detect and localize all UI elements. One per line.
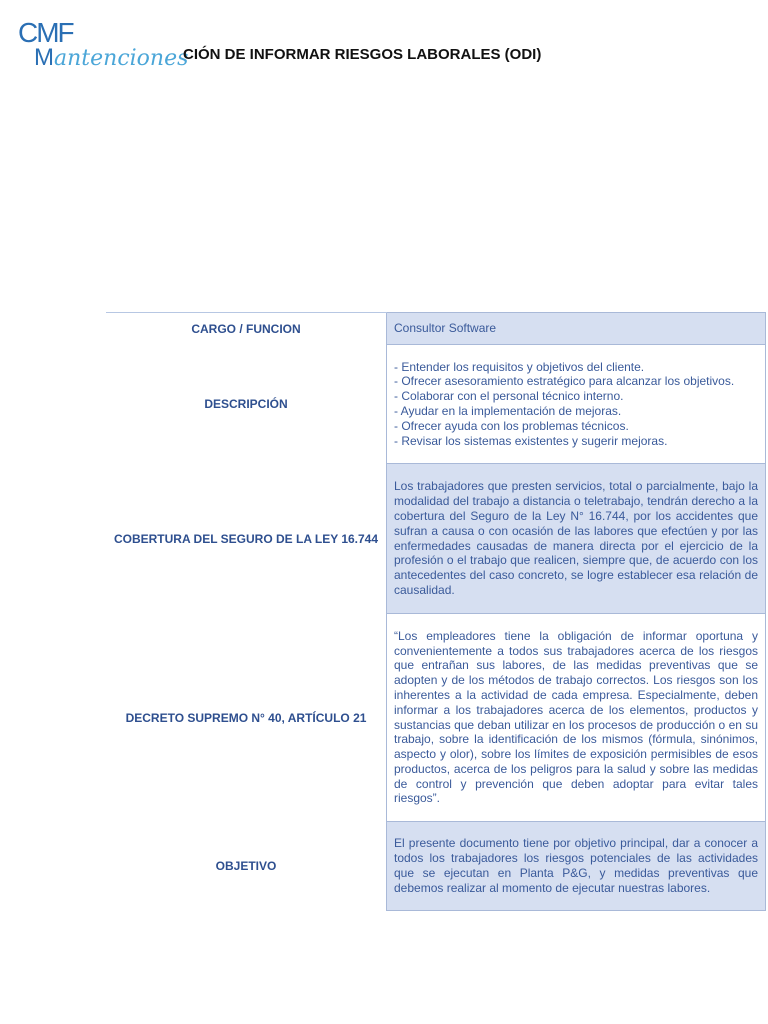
descripcion-line: - Colaborar con el personal técnico interno.	[394, 389, 624, 404]
objetivo-value: El presente documento tiene por objetivo principal, dar a conocer a todos los trabajadores los riesgos potenciales de las actividades que se ejecutan en Planta P&G, y medidas preventivas que debemos realizar al momento de ejecutar nuestras labores.	[387, 822, 766, 911]
descripcion-label: DESCRIPCIÓN	[204, 397, 288, 411]
cargo-value: Consultor Software	[387, 313, 766, 345]
table-row-cargo	[106, 313, 766, 345]
table-row-objetivo	[106, 822, 766, 911]
logo-initial: M	[34, 44, 54, 71]
descripcion-line: - Ofrecer asesoramiento estratégico para alcanzar los objetivos.	[394, 374, 735, 389]
decreto-value: “Los empleadores tiene la obligación de informar oportuna y convenientemente a todos sus trabajadores acerca de los riesgos que entrañan sus labores, de las medidas preventivas que se adopten y de los métodos de trabajo correctos. Los riesgos son los inherentes a la actividad de cada empresa. Especialmente, deben informar a los trabajadores acerca de los elementos, productos y sustancias que deban utilizar en los procesos de producción o en su trabajo, sobre la identificación de los mismos (fórmula, sinónimos, aspecto y olor), sobre los límites de exposición permisibles de esos productos, acerca de los peligros para la salud y sobre las medidas de control y prevención que deben adoptar para evitar tales riesgos”.	[387, 614, 766, 822]
cargo-label: CARGO / FUNCION	[106, 313, 387, 345]
info-table	[106, 312, 766, 911]
descripcion-line: - Revisar los sistemas existentes y sugerir mejoras.	[394, 433, 668, 448]
descripcion-line: - Entender los requisitos y objetivos del cliente.	[394, 359, 645, 374]
table-row-cobertura	[106, 464, 766, 614]
descripcion-line: - Ayudar en la implementación de mejoras.	[394, 404, 622, 418]
table-row-decreto	[106, 614, 766, 822]
company-logo	[18, 18, 188, 74]
descripcion-line: - Ofrecer ayuda con los problemas técnicos.	[394, 418, 629, 433]
cobertura-label: COBERTURA DEL SEGURO DE LA LEY 16.744	[113, 531, 379, 546]
table-row-descripcion	[106, 345, 766, 464]
cobertura-value: Los trabajadores que presten servicios, total o parcialmente, bajo la modalidad del trabajo a distancia o teletrabajo, tendrán derecho a la cobertura del Seguro de la Ley N° 16.744, por los accidentes que sufran a causa o con ocasión de las labores que efectúen y por las enfermedades causadas de manera directa por el ejercicio de la profesión o el trabajo que realicen, siempre que, de acuerdo con los antecedentes del caso concreto, se logre establecer esa relación de causalidad.	[387, 464, 766, 614]
decreto-label: DECRETO SUPREMO N° 40, ARTÍCULO 21	[125, 710, 367, 725]
logo-cmf-text: CMF	[18, 17, 73, 48]
document-title: CIÓN DE INFORMAR RIESGOS LABORALES (ODI)	[183, 46, 542, 63]
descripcion-value	[387, 345, 766, 464]
logo-rest: antenciones	[54, 46, 189, 71]
logo-mantenciones-text	[34, 44, 188, 73]
objetivo-label: OBJETIVO	[215, 859, 277, 873]
